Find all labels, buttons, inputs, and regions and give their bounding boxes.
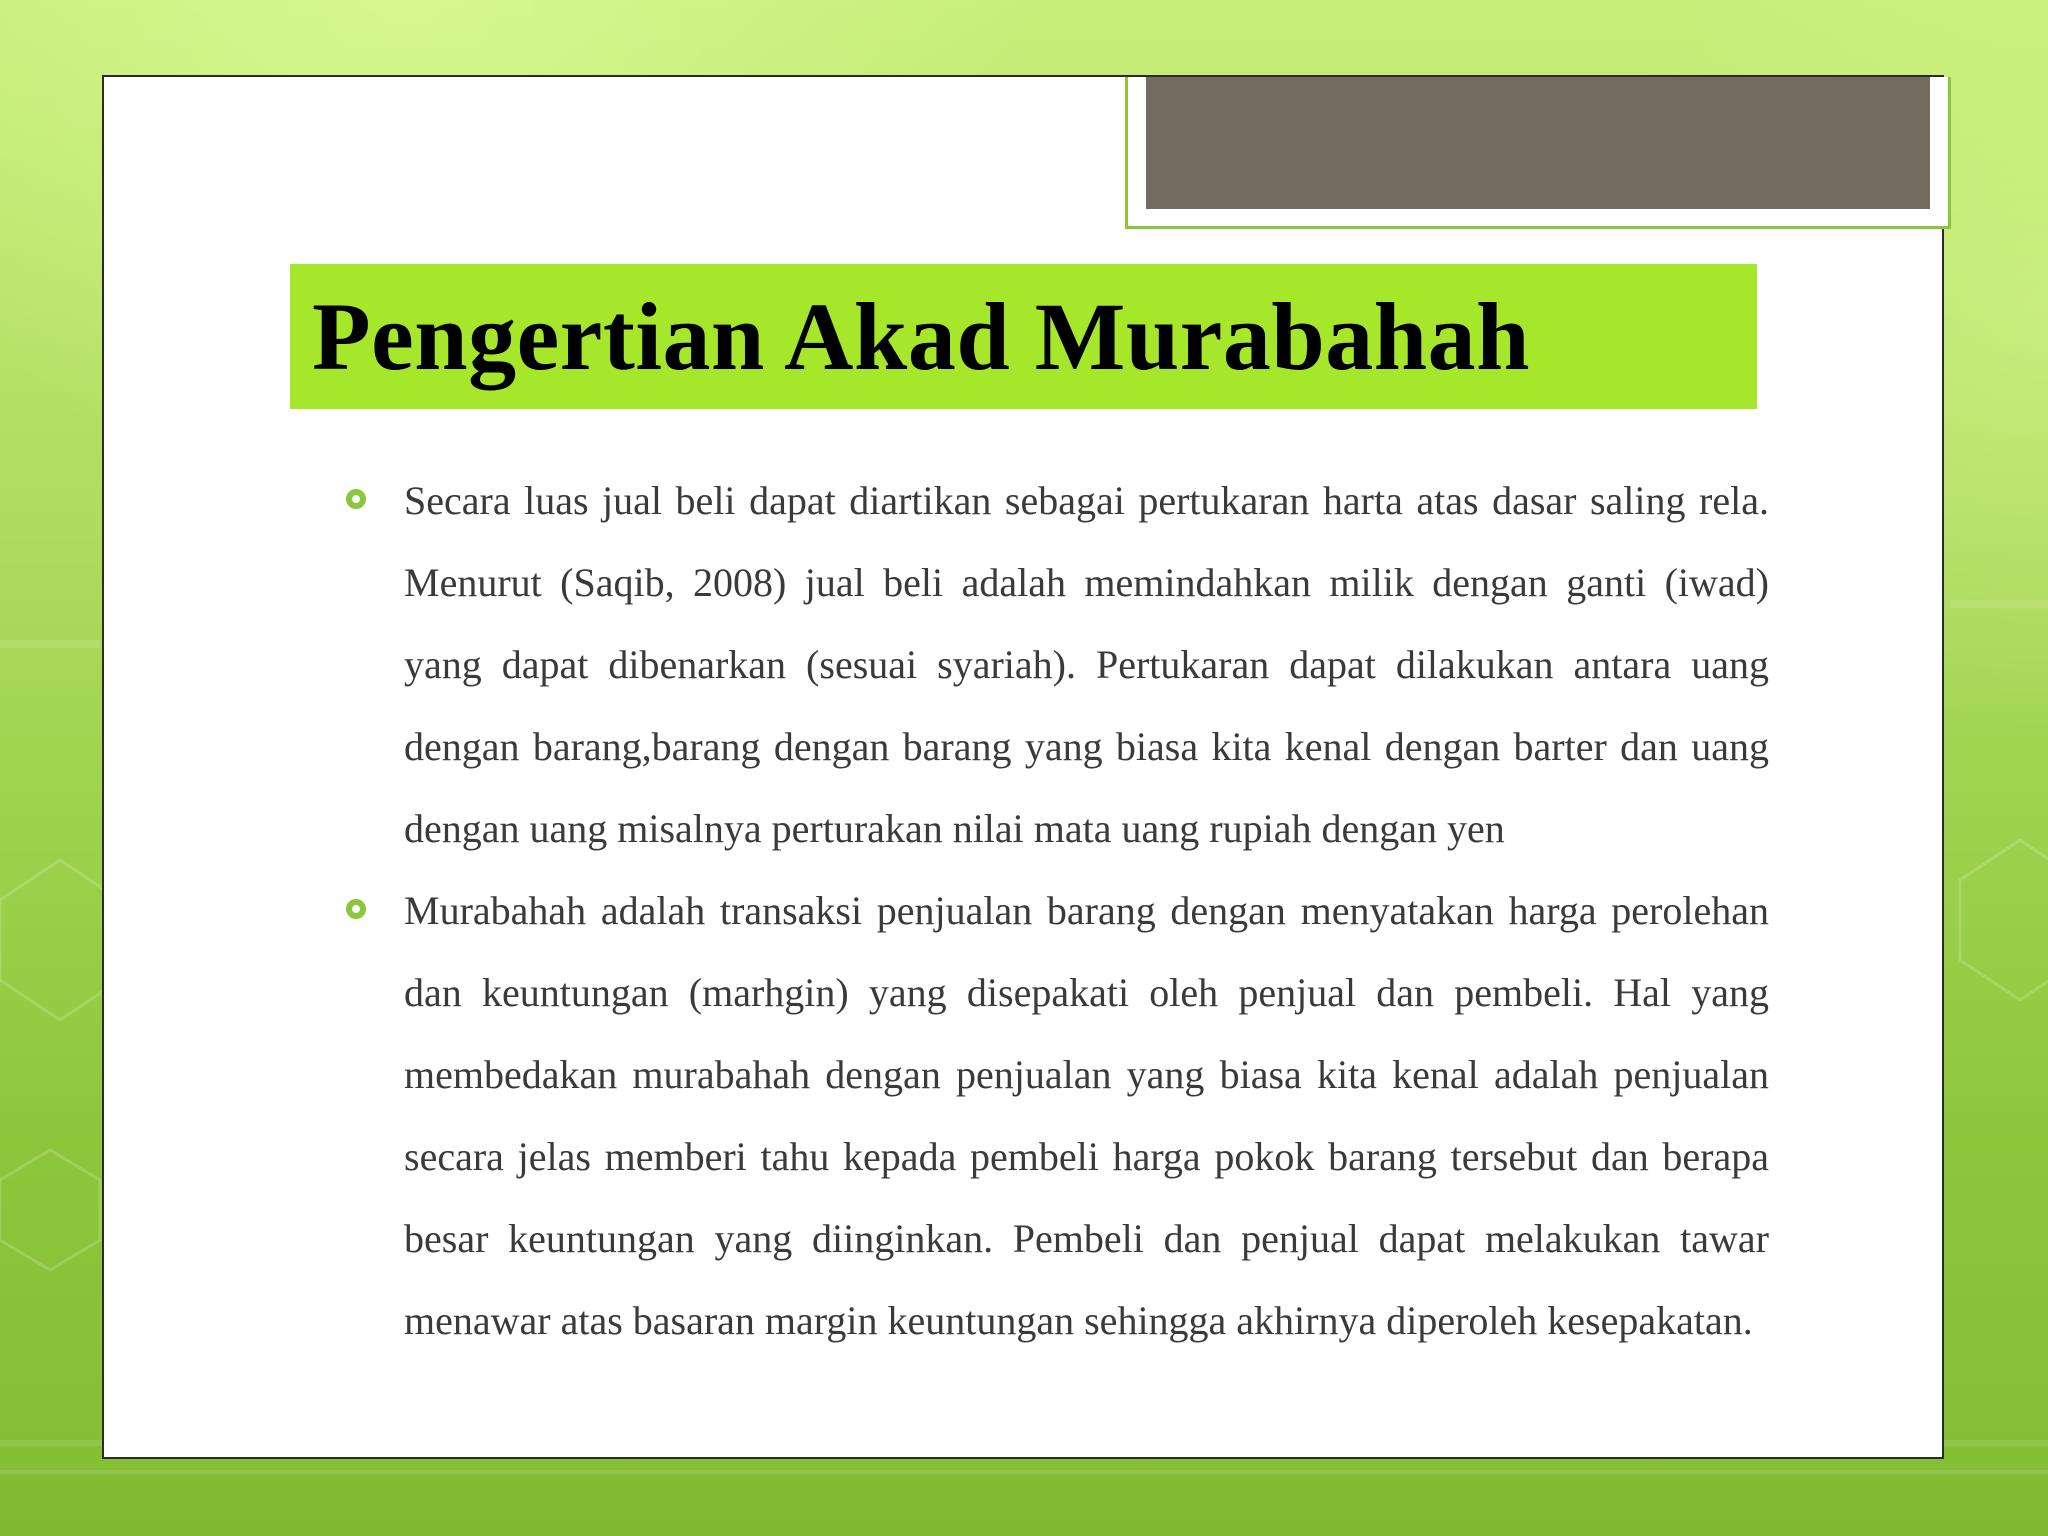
- top-decorative-frame: [1125, 77, 1951, 229]
- ring-bullet-icon: [346, 899, 366, 919]
- slide-content-card: [102, 75, 1944, 1459]
- bullet-list: [344, 460, 1769, 1362]
- top-decorative-block: [1146, 77, 1930, 209]
- ring-bullet-icon: [346, 489, 366, 509]
- slide-title: Pengertian Akad Murabahah: [312, 283, 1530, 390]
- bullet-text: Secara luas jual beli dapat diartikan sebagai pertukaran harta atas dasar saling rela. Menurut (Saqib, 2008) jual beli adalah memindahkan milik dengan ganti (iwad) yang dapat dibenarkan (sesuai syariah). Pertukaran dapat dilakukan antara uang dengan barang,barang dengan barang yang biasa kita kenal dengan barter dan uang dengan uang misalnya perturakan nilai mata uang rupiah dengan yen: [404, 478, 1769, 851]
- bullet-item: [344, 870, 1769, 1362]
- bullet-item: [344, 460, 1769, 870]
- title-banner: [290, 264, 1757, 409]
- bullet-text: Murabahah adalah transaksi penjualan barang dengan menyatakan harga perolehan dan keuntungan (marhgin) yang disepakati oleh penjual dan pembeli. Hal yang membedakan murabahah dengan penjualan yang biasa kita kenal adalah penjualan secara jelas memberi tahu kepada pembeli harga pokok barang tersebut dan berapa besar keuntungan yang diinginkan. Pembeli dan penjual dapat melakukan tawar menawar atas basaran margin keuntungan sehingga akhirnya diperoleh kesepakatan.: [404, 888, 1769, 1343]
